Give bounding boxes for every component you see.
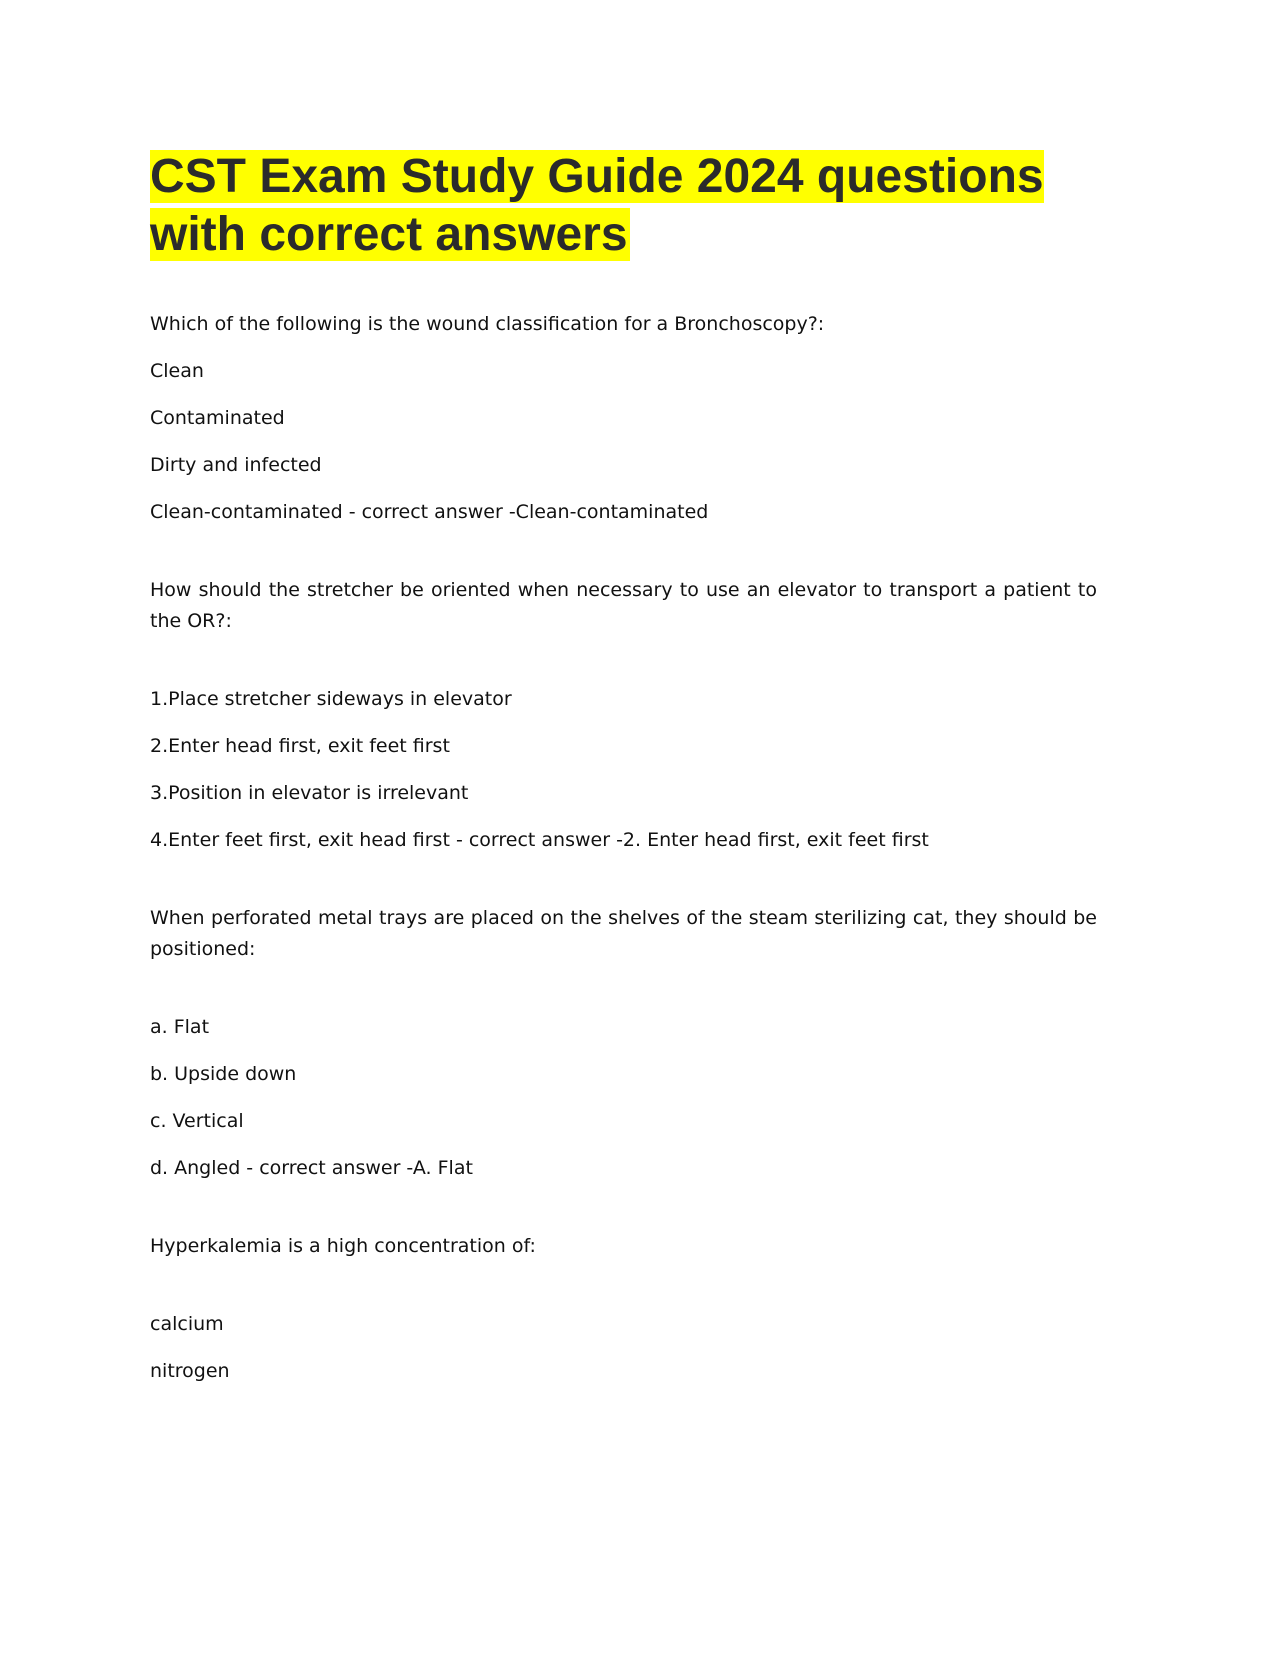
answer-option: Contaminated (150, 407, 285, 429)
answer-option: Dirty and infected (150, 454, 322, 476)
question-block-4 (150, 1231, 1097, 1387)
question-text: When perforated metal trays are placed on the shelves of the steam sterilizing cat, they should be positioned: (150, 907, 1097, 960)
document-content (150, 148, 1097, 1387)
answer-option: calcium (150, 1313, 224, 1335)
answer-option: c. Vertical (150, 1110, 244, 1132)
title-highlight: CST Exam Study Guide 2024 questions with correct answers (150, 150, 1044, 261)
document-title (150, 148, 1097, 264)
question-block-1 (150, 309, 1097, 528)
question-text: How should the stretcher be oriented when necessary to use an elevator to transport a patient to the OR?: (150, 579, 1097, 632)
answer-option: 1.Place stretcher sideways in elevator (150, 688, 512, 710)
answer-option: 2.Enter head first, exit feet first (150, 735, 450, 757)
answer-option-with-correct-answer: Clean-contaminated - correct answer -Clean-contaminated (150, 501, 709, 523)
answer-option: nitrogen (150, 1360, 230, 1382)
question-block-2 (150, 575, 1097, 856)
answer-option: 3.Position in elevator is irrelevant (150, 782, 469, 804)
answer-option: a. Flat (150, 1016, 210, 1038)
question-text: Hyperkalemia is a high concentration of: (150, 1235, 536, 1257)
question-text: Which of the following is the wound classification for a Bronchoscopy?: (150, 313, 825, 335)
answer-option-with-correct-answer: 4.Enter feet first, exit head first - correct answer -2. Enter head first, exit feet first (150, 829, 929, 851)
answer-option: b. Upside down (150, 1063, 297, 1085)
answer-option-with-correct-answer: d. Angled - correct answer -A. Flat (150, 1157, 473, 1179)
answer-option: Clean (150, 360, 204, 382)
question-block-3 (150, 903, 1097, 1184)
